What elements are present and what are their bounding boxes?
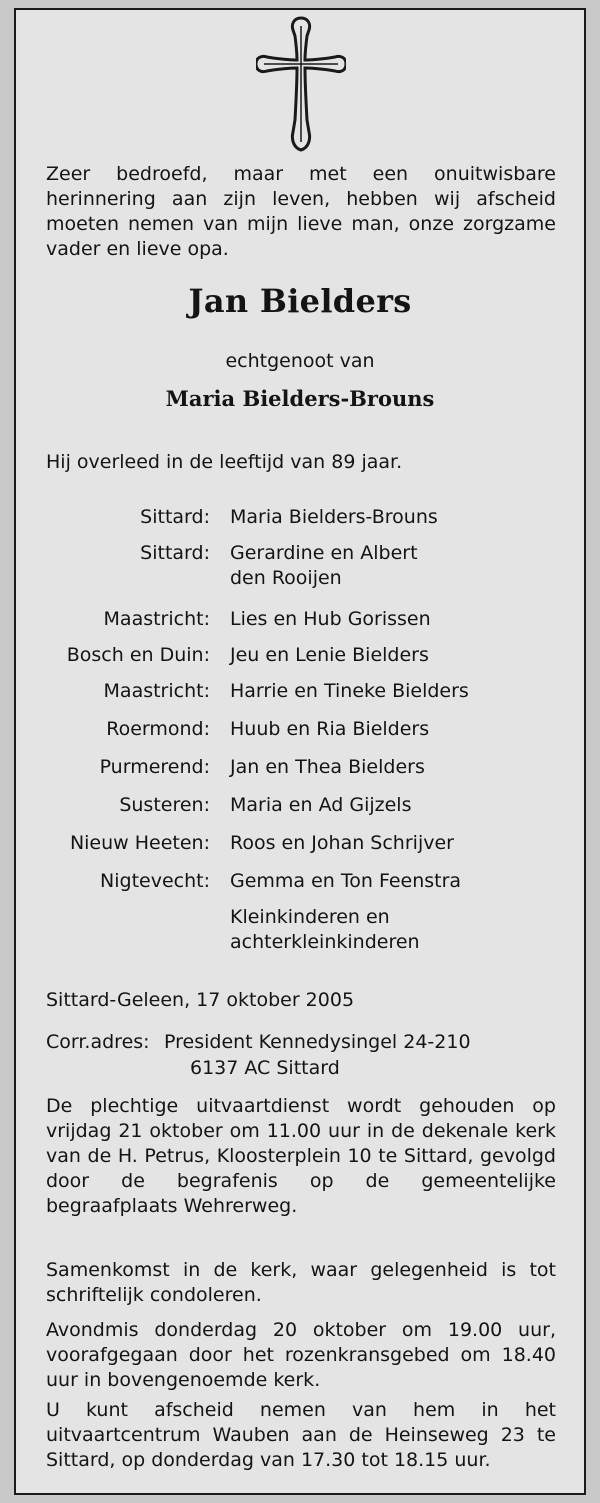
cross-icon [256, 14, 346, 154]
family-names: Maria Bielders-Brouns [230, 506, 438, 528]
family-names: Gemma en Ton Feenstra [230, 870, 462, 892]
gathering-text: Samenkomst in de kerk, waar gelegenheid is tot schriftelijk condoleren. [46, 1259, 556, 1306]
evening-mass-text: Avondmis donderdag 20 oktober om 19.00 uur, voorafgegaan door het rozenkransgebed om 18.40 uur in bovengenoemde kerk. [46, 1319, 556, 1391]
family-place: Purmerend: [99, 756, 210, 778]
family-place: Bosch en Duin: [66, 644, 210, 666]
family-place: Nigtevecht: [100, 870, 210, 892]
family-place: Sittard: [140, 542, 210, 564]
intro-text: Zeer bedroefd, maar met een onuitwisbare herinnering aan zijn leven, hebben wij afscheid moeten nemen van mijn lieve man, onze zorgzame vader en lieve opa. [46, 163, 556, 260]
family-place: Roermond: [106, 718, 210, 740]
family-names: Jan en Thea Bielders [230, 756, 425, 778]
farewell-text: U kunt afscheid nemen van hem in het uitvaartcentrum Wauben aan de Heinseweg 23 te Sittard, op donderdag van 17.30 tot 18.15 uur. [46, 1399, 556, 1471]
family-place: Susteren: [119, 794, 210, 816]
family-names: Jeu en Lenie Bielders [230, 644, 429, 666]
corr-address-line: President Kennedysingel 24-210 [164, 1031, 471, 1053]
family-place: Sittard: [140, 506, 210, 528]
family-place: Maastricht: [103, 608, 210, 630]
relation-text: echtgenoot van [225, 350, 375, 372]
family-place: Maastricht: [103, 680, 210, 702]
place-date: Sittard-Geleen, 17 oktober 2005 [46, 989, 355, 1011]
age-line: Hij overleed in de leeftijd van 89 jaar. [46, 451, 403, 473]
corr-label: Corr.adres: [46, 1031, 150, 1053]
family-names: Gerardine en Albert [230, 542, 418, 564]
family-place: Nieuw Heeten: [69, 832, 210, 854]
family-names: Roos en Johan Schrijver [230, 832, 454, 854]
family-names: Huub en Ria Bielders [230, 718, 430, 740]
family-names: Maria en Ad Gijzels [230, 794, 412, 816]
service-text: De plechtige uitvaartdienst wordt gehouden op vrijdag 21 oktober om 11.00 uur in de dekenale kerk van de H. Petrus, Kloosterplein 10 te Sittard, gevolgd door de begrafenis op de gemeentelijke begraafplaats Wehrerweg. [46, 1095, 556, 1217]
family-names: Harrie en Tineke Bielders [230, 680, 469, 702]
family-names: den Rooijen [230, 567, 342, 589]
family-names: Kleinkinderen en [230, 906, 390, 928]
corr-address-line: 6137 AC Sittard [190, 1057, 340, 1079]
family-names: achterkleinkinderen [230, 931, 420, 953]
deceased-name: Jan Bielders [188, 282, 412, 320]
spouse-name: Maria Bielders-Brouns [165, 386, 435, 411]
family-names: Lies en Hub Gorissen [230, 608, 431, 630]
